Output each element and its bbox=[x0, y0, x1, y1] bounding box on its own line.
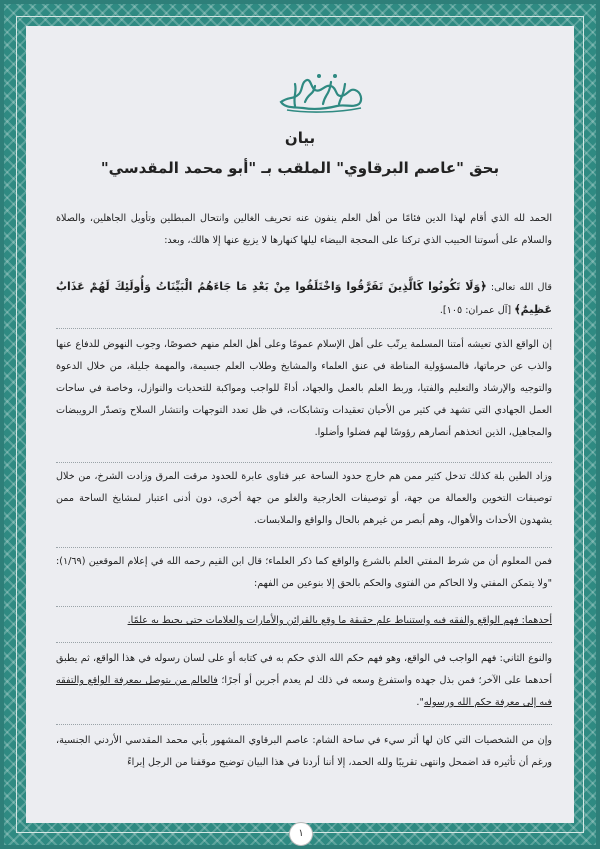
divider bbox=[56, 642, 552, 643]
verse-reference: [آل عمران: ١٠٥]. bbox=[439, 305, 512, 316]
page-number: ١ bbox=[289, 822, 313, 846]
paragraph-reality: إن الواقع الذي تعيشه أمتنا المسلمة يرتّب على أهل الإسلام عمومًا وعلى أهل العلم منهم خصوصًا، وجوب النهوض للدفاع عنها والذب عن حرماتها، فالمسؤولية المناطة في عنق العلماء والمشايخ وطلاب العلم جسيمة، والمهمة جليلة، من خلال الدعوة والتوجيه والإرشاد والتعليم والفتيا، وربط العلم بالعمل والجهاد، أداءً للواجب ومواكبة للتحديات والنوازل، وخاصة في ساحات العمل الجهادي التي تشهد في كثير من الأحيان تعقيدات وتشابكات، في ظل تعدد التوجهات وانتشار السلاح وتصدّر الرويبضات والمجاهيل، الذين اتخذهم أنصارهم رؤوسًا لهم فضلوا وأضلوا. bbox=[56, 339, 552, 438]
divider bbox=[56, 547, 552, 548]
second-type-text: والنوع الثاني: فهم الواجب في الواقع، وهو فهم حكم الله الذي حكم به في كتابه أو على لسان رسوله في هذا الواقع، ثم يطبق أحدهما على الآخر؛ فمن بذل جهده واستفرغ وسعه في ذلك لم يعدم أجرين أو أجرًا؛ bbox=[56, 653, 553, 686]
verse-intro: قال الله تعالى: bbox=[486, 282, 552, 293]
statement-title: بيان bbox=[284, 129, 316, 147]
second-type-underlined: فالعالم من يتوصل بمعرفة الواقع والتفقه فيه إلى معرفة حكم الله ورسوله bbox=[56, 675, 552, 708]
divider bbox=[56, 328, 552, 329]
paragraph-ibn-qayyim: فمن المعلوم أن من شرط المفتي العلم بالشرع والواقع كما ذكر العلماء؛ قال ابن القيم رحمه الله في إعلام الموقعين (١/٦٩): "ولا يتمكن المفتي ولا الحاكم من الفتوى والحكم بالحق إلا بنوعين من الفهم: bbox=[56, 556, 552, 589]
paragraph-albarqawi: وإن من الشخصيات التي كان لها أثر سيء في ساحة الشام: عاصم البرقاوي المشهور بأبي محمد المقدسي الأردني الجنسية، ورغم أن تأثيره قد اضمحل وانتهى تقريبًا ولله الحمد، إلا أننا أردنا في هذا البيان توضيح موقفنا من الرجل إبراءً bbox=[56, 735, 552, 768]
paragraph-opening: الحمد لله الذي أقام لهذا الدين فئامًا من أهل العلم ينفون عنه تحريف الغالين وانتحال المبطلين وتأويل الجاهلين، والصلاة والسلام على أسوتنا الحبيب الذي تركنا على المحجة البيضاء ليلها كنهارها لا يزيغ عنها إلا هالك، وبعد: bbox=[56, 213, 552, 246]
divider bbox=[56, 724, 552, 725]
paragraph-verse bbox=[56, 276, 552, 322]
divider bbox=[56, 606, 552, 607]
paragraph-interference: وزاد الطين بلة كذلك تدخل كثير ممن هم خارج حدود الساحة عبر فتاوى عابرة للحدود مرقت المرق وزادت الشرخ، من خلال توصيفات التخوين والعمالة من جهة، أو توصيفات الخارجية والغلو من جهة أخرى، دون أدنى اعتبار لمشايخ الساحة ممن يشهدون الأحداث والأهوال، وهم أبصر من غيرهم بالحال والواقع والملابسات. bbox=[56, 471, 552, 526]
quran-verse: ﴿وَلَا تَكُونُوا كَالَّذِينَ تَفَرَّقُوا وَاخْتَلَفُوا مِنْ بَعْدِ مَا جَاءَهُمُ الْبَيِّنَاتُ وَأُولَئِكَ لَهُمْ عَذَابٌ عَظِيمٌ﴾ bbox=[56, 280, 552, 316]
divider bbox=[56, 462, 552, 463]
paragraph-second-type bbox=[56, 648, 552, 714]
paragraph-first-type: أحدهما: فهم الواقع والفقه فيه واستنباط علم حقيقة ما وقع بالقرائن والأمارات والعلامات حتى يحيط به علمًا. bbox=[127, 615, 552, 626]
second-type-end: ". bbox=[416, 697, 424, 708]
calligraphy-emblem-icon bbox=[275, 66, 369, 114]
content-panel bbox=[26, 26, 574, 839]
statement-subtitle: بحق "عاصم البرقاوي" الملقب بـ "أبو محمد المقدسي" bbox=[100, 159, 500, 177]
